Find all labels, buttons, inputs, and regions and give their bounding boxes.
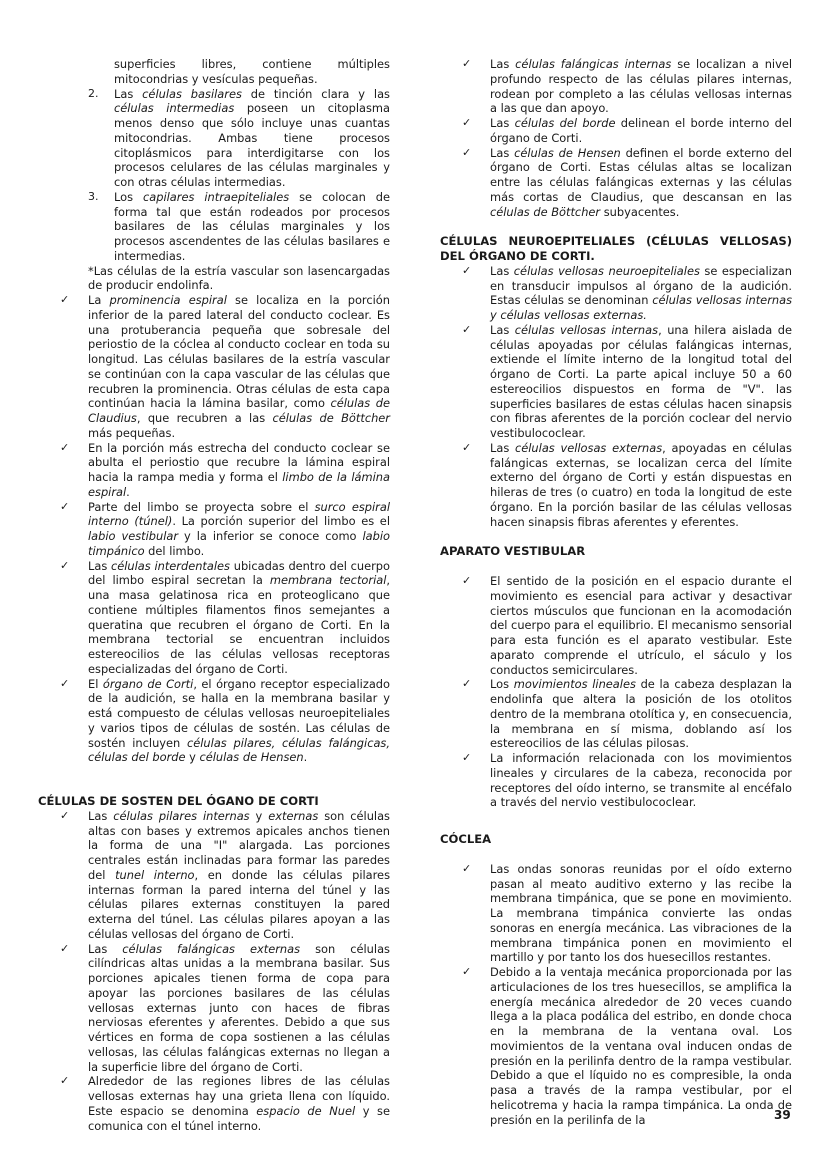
text-run: , que recubren a las — [136, 411, 273, 425]
emphasized-term: células vellosas neuroepiteliales — [513, 263, 700, 278]
item-text — [88, 809, 390, 942]
text-run: Las — [88, 558, 111, 573]
emphasized-term: células falángicas externas — [122, 941, 301, 956]
text-run: La información relacionada con los movimientos lineales y circulares de la cabeza, reconocida por receptores del oído interno, se transmite al encéfalo a través del nervio vestibulococlear. — [490, 751, 792, 810]
emphasized-term: células de Hensen — [514, 145, 621, 160]
section-title-vestibular: APARATO VESTIBULAR — [440, 544, 586, 559]
text-run: de la cabeza desplazan la endolinfa que altera la posición de los otolitos dentro de la membrana otolítica y, en consecuencia, la membrana en sí misma, doblando así los estereocilios de las células pilosas. — [490, 677, 792, 751]
emphasized-term: células de Böttcher — [490, 204, 601, 219]
emphasized-term: células vellosas internas — [514, 322, 659, 337]
emphasized-term: células del borde — [514, 116, 616, 130]
text-run: , en donde las células pilares internas forman la pared interna del túnel y las células pilares externas constituyen la pared externa del túnel. Las células pilares apoyan a las células vellosas del órgano de Corti. — [88, 867, 391, 941]
item-text — [88, 1074, 390, 1133]
text-run: Las — [88, 808, 114, 823]
emphasized-term: capilares intraepiteliales — [143, 189, 290, 204]
text-run: se localiza en la porción inferior de la pared lateral del conducto coclear. Es una protuberancia pequeña que sobresale del periostio de la cóclea al conducto coclear en toda su longitud. Las células basilares de la estría vascular se continúan con la capa vascular de las células que recubren la prominencia. Otras células de esta capa continúan hacia la lámina basilar, como — [88, 293, 390, 411]
checkmark-icon: ✓ — [462, 263, 472, 277]
checkmark-icon: ✓ — [60, 941, 70, 955]
item-text — [490, 862, 792, 965]
checkmark-icon: ✓ — [462, 861, 472, 875]
list-item — [38, 559, 390, 677]
text-run: son células cilíndricas altas unidas a la membrana basilar. Sus porciones apicales tienen forma de copa para apoyar las porciones basilares de las células vellosas externas junto con haces de fibras nerviosas eferentes y aferentes. Debido a que sus vértices en forma de copa sostienen a las células vellosas, las células falángicas externas no llegan a la superficie libre del órgano de Corti. — [88, 941, 390, 1074]
list-item — [38, 293, 390, 441]
item-text — [490, 146, 792, 220]
right-column — [440, 57, 792, 1127]
text-run: La — [88, 293, 110, 307]
list-item — [38, 1074, 390, 1133]
emphasized-term: labio timpánico — [88, 529, 390, 558]
section-title-coclea: CÓCLEA — [440, 832, 492, 846]
bullet-list-sosten — [38, 809, 390, 1134]
checkmark-icon: ✓ — [462, 57, 472, 70]
text-run: del limbo. — [144, 543, 205, 558]
text-run: subyacentes. — [600, 204, 680, 219]
list-item — [440, 965, 792, 1127]
footnote-estria-vascular — [38, 264, 390, 294]
list-item — [440, 116, 792, 146]
checkmark-icon: ✓ — [462, 116, 472, 129]
text-run: Las — [114, 86, 143, 101]
text-run: y — [185, 750, 200, 765]
checkmark-icon: ✓ — [462, 965, 472, 978]
item-text — [490, 116, 792, 146]
text-run: poseen un citoplasma menos denso que sólo incluye unas cuantas mitocondrias. Ambas tiene procesos citoplásmicos para interdigitarse con los procesos celulares de las células marginales y con otras células intermedias. — [114, 101, 391, 189]
emphasized-term: tunel interno — [115, 867, 195, 882]
list-item — [440, 441, 792, 530]
checkmark-icon: ✓ — [60, 499, 70, 513]
text-run: son células altas con bases y extremos apicales anchos tienen la forma de una "I" alargada. Las porciones centrales están inclinadas para formar las paredes del — [88, 808, 390, 882]
item-text — [490, 57, 792, 116]
emphasized-term: células pilares internas — [113, 808, 250, 823]
checkmark-icon: ✓ — [60, 676, 70, 690]
text-run: , apoyadas en células falángicas externas, se localizan cerca del límite externo del órgano de Corti y están dispuestas en hileras de tres (o cuatro) en toda la longitud de este órgano. En la porción basilar de las células vellosas hacen sinapsis fibras aferentes y eferentes. — [490, 440, 792, 529]
item-number: 3. — [88, 189, 99, 203]
list-item — [440, 862, 792, 965]
text-run: Las — [490, 440, 515, 455]
item-text — [490, 574, 792, 677]
emphasized-term: labio vestibular — [88, 529, 179, 543]
checkmark-icon: ✓ — [462, 574, 472, 587]
text-run: definen el borde externo del órgano de Corti. Estas células altas se localizan entre las células falángicas externas y las células más cortas de Claudius, que descansan en las — [490, 145, 793, 204]
emphasized-term: células de Claudius — [88, 396, 390, 425]
text-run: Debido a la ventaja mecánica proporcionada por las articulaciones de los tres huesecillos, se amplifica la energía mecánica alrededor de 20 veces cuando llega a la placa podálica del estribo, en donde choca en la membrana de la ventana oval. Los movimientos de la ventana oval inducen ondas de presión en la perilinfa dentro de la rampa vestibular. Debido a que el líquido no es compresible, la onda pasa a través de la rampa vestibular, por el helicotrema y hacia la rampa timpánica. La onda de presión en la perilinfa de la — [490, 965, 792, 1127]
emphasized-term: células vellosas internas y células vellosas externas. — [490, 293, 793, 322]
list-item — [440, 146, 792, 220]
list-item — [440, 264, 792, 323]
numbered-item-2 — [38, 87, 390, 190]
text-run: superficies libres, contiene múltiples mitocondrias y vesículas pequeñas. — [114, 57, 390, 86]
text-run: y — [249, 808, 269, 823]
emphasized-term: células falángicas internas — [515, 57, 672, 71]
left-column — [38, 57, 390, 1133]
emphasized-term: células interdentales — [110, 558, 230, 573]
text-run: Alrededor de las regiones libres de las células vellosas externas hay una grieta llena con líquido. Este espacio se denomina — [88, 1074, 390, 1118]
checkmark-icon: ✓ — [462, 677, 472, 691]
text-run: Los — [114, 189, 143, 204]
emphasized-term: células basilares — [142, 86, 242, 101]
emphasized-term: células de Böttcher — [272, 411, 390, 425]
list-item — [440, 57, 792, 116]
text-run: Las ondas sonoras reunidas por el oído externo pasan al meato auditivo externo y las recibe la membrana timpánica, que se pone en movimiento. La membrana timpánica convierte las ondas sonoras en energía mecánica. Las vibraciones de la membrana timpánica ponen en movimiento el martillo y por tanto los dos huesecillos restantes. — [490, 861, 792, 965]
text-run: . La porción superior del limbo es el — [172, 514, 390, 529]
text-run: más pequeñas. — [88, 425, 176, 440]
text-run: se colocan de forma tal que están rodeados por procesos basilares de las células marginales y los procesos ascendentes de las células basilares e intermedias. — [114, 189, 391, 263]
text-run: Las — [490, 145, 515, 160]
list-item — [440, 323, 792, 441]
bullet-list-neuroepiteliales — [440, 264, 792, 530]
section-title-neuroepiteliales: CÉLULAS NEUROEPITELIALES (CÉLULAS VELLOSAS) DEL ÓRGANO DE CORTI. — [440, 234, 792, 263]
item-text — [490, 677, 792, 751]
text-run: . — [303, 750, 308, 765]
numbered-item-3 — [38, 190, 390, 264]
list-item — [38, 677, 390, 766]
text-run: y la inferior se conoce como — [178, 529, 363, 543]
text-run: , una hilera aislada de células apoyadas por células falángicas internas, extiende el límite interno de la longitud total del órgano de Corti. La parte apical incluye 50 a 60 estereocilios dispuestos en forma de "V". las superficies basilares de estas células hacen sinapsis con fibras aferentes de la porción coclear del nervio vestibulococlear. — [490, 322, 793, 440]
item-text — [490, 965, 792, 1127]
item-text — [88, 293, 390, 441]
emphasized-term: limbo de la lámina espiral — [88, 470, 390, 499]
checkmark-icon: ✓ — [60, 293, 70, 306]
list-item — [440, 574, 792, 677]
text-run: delinean el borde interno del órgano de Corti. — [490, 116, 793, 145]
text-run: . — [126, 484, 130, 499]
text-run: se especializan en transducir impulsos al órgano de la audición. Estas células se denominan — [490, 263, 792, 308]
item-text — [490, 264, 792, 323]
text-run: , el órgano receptor especializado de la audición, se halla en la membrana basilar y está compuesto de células vellosas neuroepiteliales y varios tipos de células de sostén. Las células de sostén incluyen — [88, 676, 391, 750]
item-text — [114, 87, 390, 190]
list-item — [38, 809, 390, 942]
emphasized-term: células intermedias — [114, 101, 235, 116]
list-item — [38, 441, 390, 500]
emphasized-term: células vellosas externas — [515, 440, 663, 455]
text-run: Los — [490, 677, 514, 692]
list-item — [38, 942, 390, 1075]
text-run: El sentido de la posición en el espacio durante el movimiento es esencial para activar y desactivar ciertos músculos que funcionan en la acomodación del cuerpo para el equilibrio. El mecanismo sensorial para esta función es el aparato vestibular. Este aparato comprende el utrículo, el sáculo y los conductos semicirculares. — [490, 574, 792, 677]
emphasized-term: células pilares, células falángicas, células del borde — [88, 735, 390, 765]
text-run: Las — [490, 263, 514, 278]
list-item — [440, 677, 792, 751]
text-run: se localizan a nivel profundo respecto de las células pilares internas, rodean por completo a las células vellosas internas a las que dan apoyo. — [490, 57, 793, 116]
emphasized-term: externas — [268, 808, 319, 823]
checkmark-icon: ✓ — [462, 322, 472, 336]
text-run: Las — [490, 57, 516, 71]
emphasized-term: células de Hensen — [199, 750, 304, 765]
bullet-list-coclea — [440, 862, 792, 1128]
text-run: Las — [490, 116, 515, 130]
item-text — [88, 559, 390, 677]
text-run: ubicadas dentro del cuerpo del limbo espiral secretan la — [88, 558, 390, 588]
emphasized-term: membrana tectorial — [269, 573, 387, 588]
item-text — [88, 677, 390, 766]
text-run: y se comunica con el túnel interno. — [88, 1103, 390, 1133]
checkmark-icon: ✓ — [60, 558, 70, 572]
numbered-item-1-continuation — [38, 57, 390, 87]
text-run: , una masa gelatinosa rica en proteoglicano que contiene múltiples filamentos finos semejantes a queratina que recubren el órgano de Corti. En la membrana tectorial se encuentran incluidos estereocilios de las células vellosas receptoras especializadas del órgano de Corti. — [88, 573, 390, 676]
item-number: 2. — [88, 86, 99, 100]
emphasized-term: órgano de Corti — [102, 676, 194, 691]
checkmark-icon: ✓ — [60, 440, 70, 454]
text-run: de tinción clara y las — [241, 86, 390, 101]
bullet-list-estria — [38, 293, 390, 765]
item-text — [88, 500, 390, 559]
list-item — [38, 500, 390, 559]
emphasized-term: espacio de Nuel — [256, 1103, 356, 1118]
list-item — [440, 751, 792, 810]
emphasized-term: prominencia espiral — [109, 293, 227, 307]
item-text — [88, 942, 390, 1075]
bullet-list-top — [440, 57, 792, 219]
item-text — [114, 190, 390, 264]
bullet-list-vestibular — [440, 574, 792, 810]
checkmark-icon: ✓ — [462, 751, 472, 764]
text-run: El — [88, 676, 103, 691]
item-text — [490, 441, 792, 530]
section-title-sosten: CÉLULAS DE SOSTEN DEL ÓGANO DE CORTI — [38, 794, 319, 808]
text-run: En la porción más estrecha del conducto coclear se abulta el periostio que recubre la lámina espiral hacia la rampa media y forma el — [88, 440, 390, 484]
checkmark-icon: ✓ — [60, 1074, 70, 1088]
page-number: 39 — [774, 1108, 791, 1122]
item-text — [88, 441, 390, 500]
checkmark-icon: ✓ — [462, 440, 472, 454]
emphasized-term: movimientos lineales — [513, 677, 636, 692]
text-run: *Las células de la estría vascular son lasencargadas de producir endolinfa. — [88, 263, 390, 293]
text-run: Parte del limbo se proyecta sobre el — [88, 499, 315, 514]
text-run: Las — [490, 322, 515, 337]
item-text — [490, 751, 792, 810]
text-run: Las — [88, 941, 123, 956]
emphasized-term: surco espiral interno (túnel) — [88, 499, 390, 529]
item-text — [490, 323, 792, 441]
checkmark-icon: ✓ — [462, 145, 472, 159]
checkmark-icon: ✓ — [60, 808, 70, 822]
